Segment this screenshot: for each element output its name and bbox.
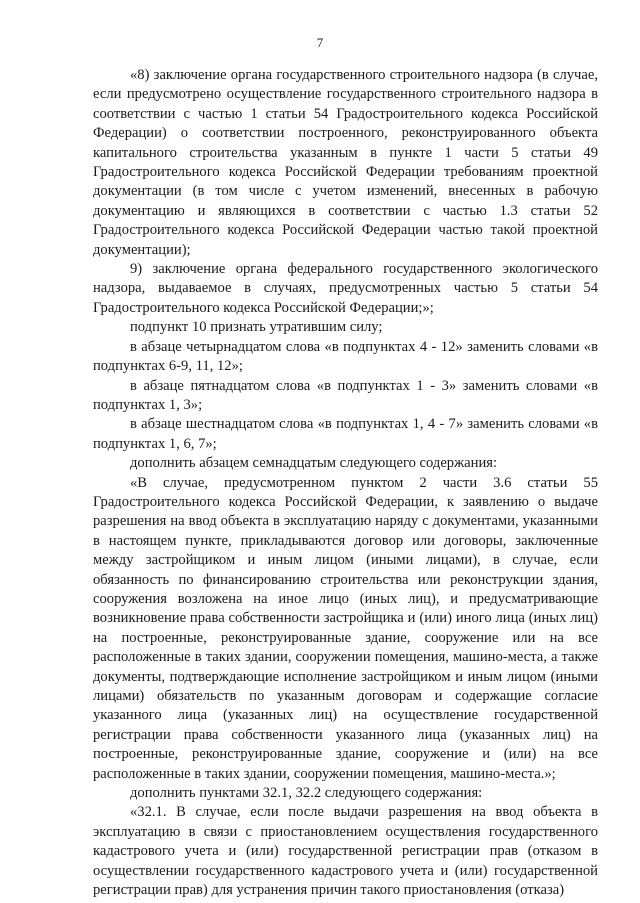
paragraph-amend-15: в абзаце пятнадцатом слова «в подпунктах 1 - 3» заменить словами «в подпунктах 1, 3»; [93,377,598,413]
paragraph-amend-14: в абзаце четырнадцатом слова «в подпунктах 4 - 12» заменить словами «в подпунктах 6-9, 11, 12»; [93,338,598,375]
paragraph-item-9: 9) заключение органа федерального государственного экологического надзора, выдаваемое в случаях, предусмотренных частью 5 статьи 54 Градостроительного кодекса Российской Федерации;»; [93,261,598,316]
paragraph-subitem-10-repeal: подпункт 10 признать утратившим силу; [130,319,383,336]
paragraph-amend-16: в абзаце шестнадцатом слова «в подпунктах 1, 4 - 7» заменить словами «в подпунктах 1, 6, 7»; [93,416,598,452]
paragraph-32-1-text: «32.1. В случае, если после выдачи разрешения на ввод объекта в эксплуатацию в связи с приостановлением осуществления государственного кадастрового учета и (или) государственной регистрации прав (отказом в осуществлении государственного кадастрового учета и (или) государственной регистрации прав) для устранения причин такого приостановления (отказа) [93,804,598,899]
paragraph-add-32-intro: дополнить пунктами 32.1, 32.2 следующего содержания: [130,785,483,802]
page-number: 7 [316,35,324,50]
paragraph-add-17-intro: дополнить абзацем семнадцатым следующего содержания: [130,455,498,472]
document-body [93,66,598,900]
paragraph-item-8: «8) заключение органа государственного строительного надзора (в случае, если предусмотрено осуществление государственного строительного надзора в соответствии с частью 1 статьи 54 Градостроительного кодекса Российской Федерации) о соответствии построенного, реконструированного объекта капитального строительства указанным в пункте 1 части 5 статьи 49 Градостроительного кодекса Российской Федерации требованиям проектной документации (в том числе с учетом изменений, внесенных в рабочую документацию и являющихся в соответствии с частью 1.3 статьи 52 Градостроительного кодекса Российской Федерации частью такой проектной документации); [93,67,598,258]
paragraph-add-17-text: «В случае, предусмотренном пунктом 2 части 3.6 статьи 55 Градостроительного кодекса Российской Федерации, к заявлению о выдаче разрешения на ввод объекта в эксплуатацию наряду с документами, указанными в настоящем пункте, прикладываются договор или договоры, заключенные между застройщиком и иным лицом (иными лицами), в случае, если обязанность по финансированию строительства или реконструкции здания, сооружения возложена на иное лицо (иных лиц), и предусматривающие возникновение права собственности застройщика и (или) иного лица (иных лиц) на построенные, реконструированные здание, сооружение или на все расположенные в таких здании, сооружении помещения, машино-места, а также документы, подтверждающие исполнение застройщиком и иным лицом (иными лицами) обязательств по указанным договорам и содержащие согласие указанного лица (указанных лиц) на осуществление государственной регистрации права собственности указанного лица (указанных лиц) на построенные, реконструированные здание, сооружение и (или) на все расположенные в таких здании, сооружении помещения, машино-места.»; [93,474,598,782]
